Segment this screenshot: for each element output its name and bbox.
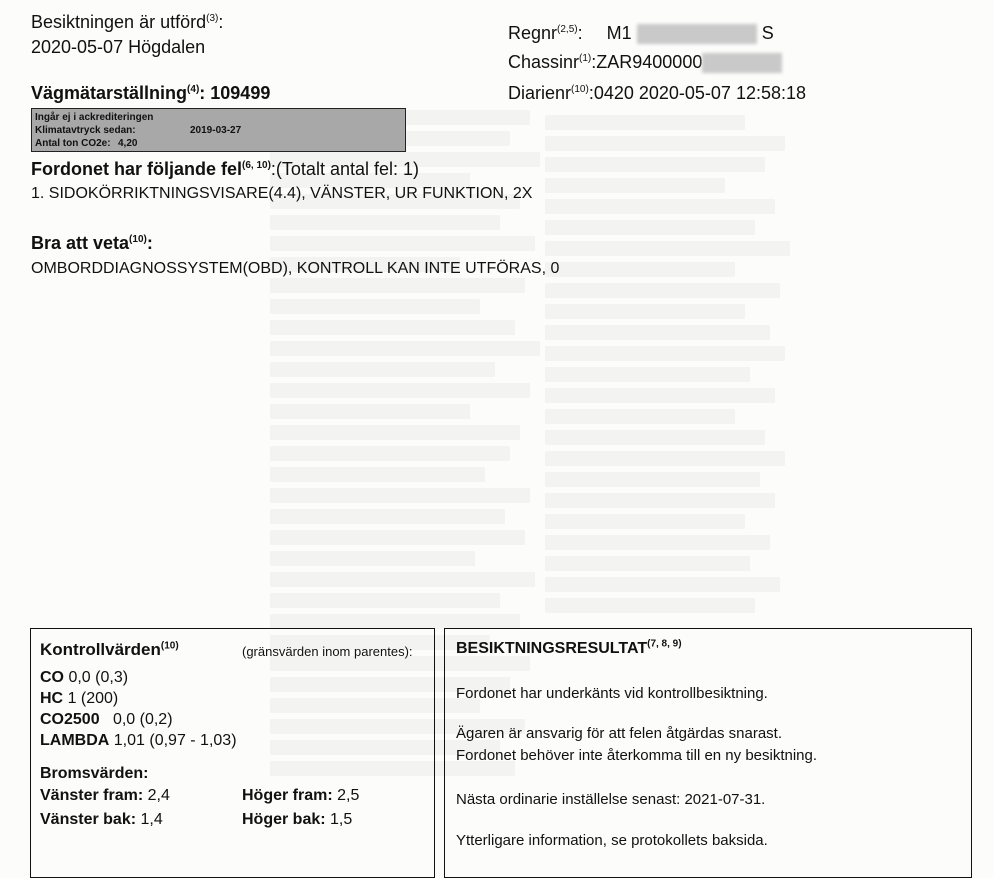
result-box: [444, 628, 972, 878]
rear-right-label: Höger bak:: [242, 811, 326, 828]
hc-value: 1 (200): [67, 690, 119, 707]
chassinr-row: [508, 52, 782, 73]
accreditation-box: [31, 108, 406, 152]
inspection-sup: (3): [206, 13, 219, 24]
diarienr-label: Diarienr: [508, 83, 572, 103]
result-line-no-return: Fordonet behöver inte återkomma till en ny besiktning.: [456, 747, 818, 764]
faults-total: :(Totalt antal fel: 1): [270, 159, 419, 179]
accreditation-note: Ingår ej i ackrediteringen: [35, 112, 154, 123]
climate-date: 2019-03-27: [190, 125, 242, 136]
climate-row: [35, 124, 402, 137]
chassinr-label: Chassinr: [508, 52, 580, 72]
climate-label: Klimatavtryck sedan:: [35, 125, 136, 136]
good-to-know-text: OMBORDDIAGNOSSYSTEM(OBD), KONTROLL KAN INTE UTFÖRAS, 0: [31, 260, 560, 277]
odometer-sup: (4): [187, 84, 200, 95]
co-value: 0,0 (0,3): [68, 669, 129, 686]
chassinr-value: :ZAR9400000: [591, 52, 703, 72]
regnr-label: Regnr: [508, 23, 558, 43]
diarienr-row: [508, 83, 806, 104]
co2-label: Antal ton CO2e:: [35, 138, 111, 149]
chassinr-sup: (1): [579, 53, 592, 64]
result-line-next-due: Nästa ordinarie inställelse senast: 2021-07-31.: [456, 791, 766, 808]
regnr-sup: (2,5): [557, 24, 578, 35]
co2-value: 4,20: [118, 138, 138, 149]
chassinr-redaction: [702, 53, 782, 73]
co2500-label: CO2500: [40, 711, 100, 728]
inspection-date-place: 2020-05-07 Högdalen: [31, 37, 206, 57]
regnr-value-end: S: [761, 23, 774, 43]
control-values-heading-row: [40, 640, 179, 660]
front-left-label: Vänster fram:: [40, 787, 144, 804]
brake-front-right: [242, 787, 359, 805]
odometer-row: [31, 83, 270, 104]
brake-front-left: [40, 787, 170, 805]
rear-right-value: 1,5: [330, 811, 353, 828]
result-line-failed: Fordonet har underkänts vid kontrollbesiktning.: [456, 685, 768, 702]
front-left-value: 2,4: [147, 787, 170, 804]
hc-label: HC: [40, 690, 64, 707]
result-line-owner: Ägaren är ansvarig för att felen åtgärdas snarast.: [456, 725, 783, 742]
result-heading: BESIKTNINGSRESULTAT: [456, 640, 648, 657]
regnr-value-start: M1: [606, 23, 632, 43]
faults-sup: (6, 10): [242, 160, 271, 171]
lambda-row: [40, 732, 237, 750]
co-row: [40, 669, 128, 687]
rear-left-label: Vänster bak:: [40, 811, 137, 828]
show-through-texture-right: [545, 115, 805, 635]
brake-rear-right: [242, 811, 352, 829]
faults-heading-row: [31, 159, 419, 180]
co-label: CO: [40, 669, 64, 686]
odometer-value: : 109499: [199, 83, 271, 103]
inspection-colon: :: [218, 12, 224, 32]
control-values-heading: Kontrollvärden: [40, 640, 161, 659]
hc-row: [40, 690, 118, 708]
diarienr-value: :0420 2020-05-07 12:58:18: [588, 83, 807, 103]
fault-item: 1. SIDOKÖRRIKTNINGSVISARE(4.4), VÄNSTER, UR FUNKTION, 2X: [31, 185, 533, 202]
co2-row: [35, 137, 402, 150]
control-values-sup: (10): [160, 640, 179, 652]
odometer-label: Vägmätarställning: [31, 83, 188, 103]
lambda-value: 1,01 (0,97 - 1,03): [113, 732, 237, 749]
brake-heading: Bromsvärden:: [40, 765, 149, 782]
lambda-label: LAMBDA: [40, 732, 110, 749]
regnr-redaction: [637, 24, 757, 44]
control-values-note: (gränsvärden inom parentes):: [242, 644, 413, 659]
good-to-know-heading: Bra att veta: [31, 233, 130, 253]
inspection-label: [31, 12, 223, 33]
good-to-know-heading-row: [31, 233, 153, 254]
front-right-label: Höger fram:: [242, 787, 333, 804]
good-to-know-colon: :: [146, 233, 153, 253]
co2500-value: 0,0 (0,2): [112, 711, 173, 728]
brake-rear-left: [40, 811, 163, 829]
result-line-more-info: Ytterligare information, se protokollets baksida.: [456, 832, 768, 849]
regnr-colon: :: [577, 23, 583, 43]
inspection-label-text: Besiktningen är utförd: [31, 12, 207, 32]
good-to-know-sup: (10): [129, 234, 147, 245]
diarienr-sup: (10): [571, 84, 589, 95]
faults-heading: Fordonet har följande fel: [31, 159, 243, 179]
result-heading-row: [456, 640, 682, 658]
rear-left-value: 1,4: [140, 811, 163, 828]
co2500-row: [40, 711, 173, 729]
front-right-value: 2,5: [337, 787, 360, 804]
regnr-row: [508, 23, 774, 44]
result-sup: (7, 8, 9): [647, 638, 682, 650]
control-values-box: [30, 628, 435, 878]
